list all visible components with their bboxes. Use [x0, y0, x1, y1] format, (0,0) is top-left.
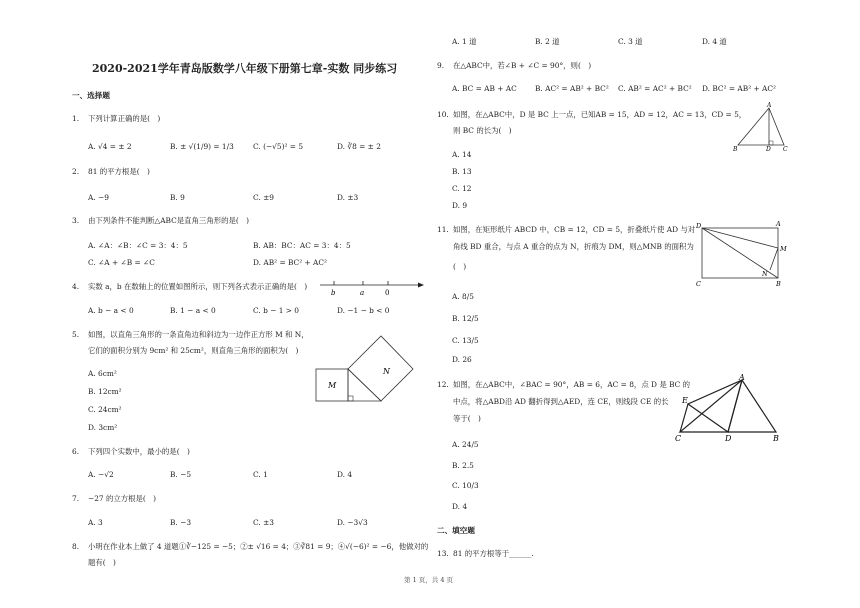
question-number: 11.	[437, 225, 449, 234]
question-number: 5.	[72, 330, 80, 339]
point-a-label: a	[360, 289, 365, 297]
option-d: D. 9	[452, 201, 468, 210]
section-fill-heading: 二、填空题	[437, 526, 475, 535]
question-stem: 由下列条件不能判断△ABC是直角三角形的是( )	[88, 216, 250, 225]
vertex-b-label: B	[776, 280, 781, 288]
vertex-a-label: A	[767, 102, 772, 109]
option-b: B. ± √(1/9) = 1/3	[170, 142, 234, 151]
vertex-c-label: C	[675, 434, 682, 443]
q11-rectangle-figure	[692, 218, 792, 290]
square-m-label: M	[328, 381, 337, 390]
squares-figure	[310, 322, 432, 408]
option-c: C. 13/5	[452, 336, 479, 345]
option-d: D. BC² = AB² + AC²	[702, 84, 777, 93]
paper-title: 2020-2021学年青岛版数学八年级下册第七章-实数 同步练习	[92, 62, 398, 75]
option-c: C. 3 道	[618, 37, 643, 46]
question-number: 6.	[72, 447, 80, 456]
option-b: B. AC² = AB² + BC²	[535, 84, 609, 93]
question-number: 7.	[72, 494, 80, 503]
vertex-d-label: D	[696, 222, 702, 230]
point-d-label: D	[766, 146, 771, 152]
question-number: 1.	[72, 114, 80, 123]
page-footer: 第 1 页，共 4 页	[404, 576, 454, 584]
question-stem: 如图，在△ABC中，D 是 BC 上一点，已知AB = 15，AD = 12，AC = 13，CD = 5，	[453, 110, 747, 119]
option-d: D. AB² = BC² + AC²	[253, 258, 328, 267]
option-c: C. b − 1 > 0	[253, 306, 300, 315]
question-stem-line2: 它们的面积分别为 9cm² 和 25cm²，则直角三角形的面积为( )	[88, 346, 299, 355]
question-number: 8.	[72, 542, 80, 551]
point-b-label: b	[331, 289, 336, 297]
question-stem-line3: ( )	[453, 262, 467, 271]
option-b: B. 2 道	[535, 37, 560, 46]
q12-triangle-figure	[672, 372, 790, 444]
question-number: 3.	[72, 216, 80, 225]
question-stem-line3: 等于( )	[453, 414, 481, 423]
option-c: C. ∠A + ∠B = ∠C	[88, 258, 155, 267]
point-n-label: N	[762, 270, 768, 278]
option-c: C. ±9	[253, 193, 274, 202]
question-stem-line2: 题有( )	[88, 558, 116, 567]
question-stem: 下列计算正确的是( )	[88, 114, 161, 123]
point-e-label: E	[682, 396, 688, 405]
question-stem-line2: 则 BC 的长为( )	[453, 126, 512, 135]
option-c: C. 12	[452, 184, 472, 193]
option-a: A. −√2	[88, 470, 114, 479]
option-b: B. −5	[170, 470, 192, 479]
option-d: D. 26	[452, 355, 472, 364]
option-d: D. 4	[337, 470, 353, 479]
option-a: A. 8/5	[452, 292, 474, 301]
option-b: B. 12cm²	[88, 387, 122, 396]
question-number: 2.	[72, 167, 80, 176]
vertex-c-label: C	[783, 146, 788, 152]
question-stem: 81 的平方根等于______.	[453, 549, 534, 558]
question-number: 12.	[437, 380, 449, 389]
question-stem: 在△ABC中，若∠B + ∠C = 90°，则( )	[453, 61, 592, 70]
vertex-b-label: B	[733, 146, 738, 152]
option-d: D. 3cm²	[88, 423, 118, 432]
question-number: 9.	[437, 61, 445, 70]
question-number: 13.	[437, 549, 449, 558]
option-d: D. −3√3	[337, 518, 368, 527]
point-m-label: M	[780, 245, 787, 253]
vertex-b-label: B	[773, 434, 779, 443]
option-c: C. (−√5)² = 5	[253, 142, 304, 151]
option-c: C. 24cm²	[88, 405, 122, 414]
option-b: B. 2.5	[452, 461, 474, 470]
option-a: A. 3	[88, 518, 103, 527]
option-c: C. 1	[253, 470, 268, 479]
question-stem: 下列四个实数中，最小的是( )	[88, 447, 190, 456]
option-a: A. √4 = ± 2	[88, 142, 132, 151]
section-choice-heading: 一、选择题	[72, 91, 110, 100]
question-stem: 如图，在△ABC中，∠BAC = 90°，AB = 6，AC = 8，点 D 是 BC 的	[453, 380, 691, 389]
option-a: A. 14	[452, 150, 472, 159]
option-b: B. −3	[170, 518, 192, 527]
question-number: 4.	[72, 282, 80, 291]
option-b: B. 13	[452, 167, 472, 176]
option-b: B. 9	[170, 193, 185, 202]
question-stem: 如图，以直角三角形的一条直角边和斜边为一边作正方形 M 和 N，	[88, 330, 309, 339]
question-stem: −27 的立方根是( )	[88, 494, 157, 503]
option-c: C. ±3	[253, 518, 274, 527]
question-stem: 81 的平方根是( )	[88, 167, 150, 176]
option-a: A. BC = AB + AC	[452, 84, 517, 93]
question-stem: 小明在作业本上做了 4 道题①∛−125 = −5；②± √16 = 4；③∛81 = 9；④√(−6)² = −6，他做对的	[88, 542, 429, 551]
point-d-label: D	[725, 434, 732, 443]
number-line-figure	[318, 276, 426, 298]
vertex-a-label: A	[776, 220, 781, 228]
question-stem-line2: 角线 BD 重合，与点 A 重合的点为 N，折痕为 DM，则△MNB 的面积为	[453, 242, 694, 251]
option-b: B. 1 − a < 0	[170, 306, 216, 315]
vertex-c-label: C	[696, 280, 701, 288]
option-a: A. 1 道	[452, 37, 477, 46]
option-b: B. 12/5	[452, 314, 479, 323]
option-a: A. ∠A：∠B：∠C = 3：4：5	[88, 241, 188, 250]
question-number: 10.	[437, 110, 449, 119]
vertex-a-label: A	[739, 373, 745, 382]
option-c: C. 10/3	[452, 481, 479, 490]
option-a: A. 6cm²	[88, 369, 117, 378]
option-c: C. AB² = AC² + BC²	[618, 84, 692, 93]
option-a: A. 24/5	[452, 440, 479, 449]
q10-triangle-figure	[730, 102, 794, 152]
option-a: A. b − a < 0	[88, 306, 134, 315]
option-d: D. ±3	[337, 193, 359, 202]
square-n-label: N	[383, 367, 390, 376]
option-b: B. AB：BC：AC = 3：4：5	[253, 241, 351, 250]
question-stem: 实数 a，b 在数轴上的位置如图所示，则下列各式表示正确的是( )	[88, 282, 308, 291]
option-d: D. 4	[452, 502, 468, 511]
origin-label: 0	[385, 289, 390, 297]
option-a: A. −9	[88, 193, 109, 202]
option-d: D. ∛8 = ± 2	[337, 142, 381, 151]
question-stem: 如图，在矩形纸片 ABCD 中，CB = 12，CD = 5，折叠纸片使 AD 与对	[453, 225, 696, 234]
question-stem-line2: 中点，将△ABD沿 AD 翻折得到△AED，连 CE，则线段 CE 的长	[453, 397, 669, 406]
option-d: D. 4 道	[702, 37, 727, 46]
option-d: D. −1 − b < 0	[337, 306, 390, 315]
